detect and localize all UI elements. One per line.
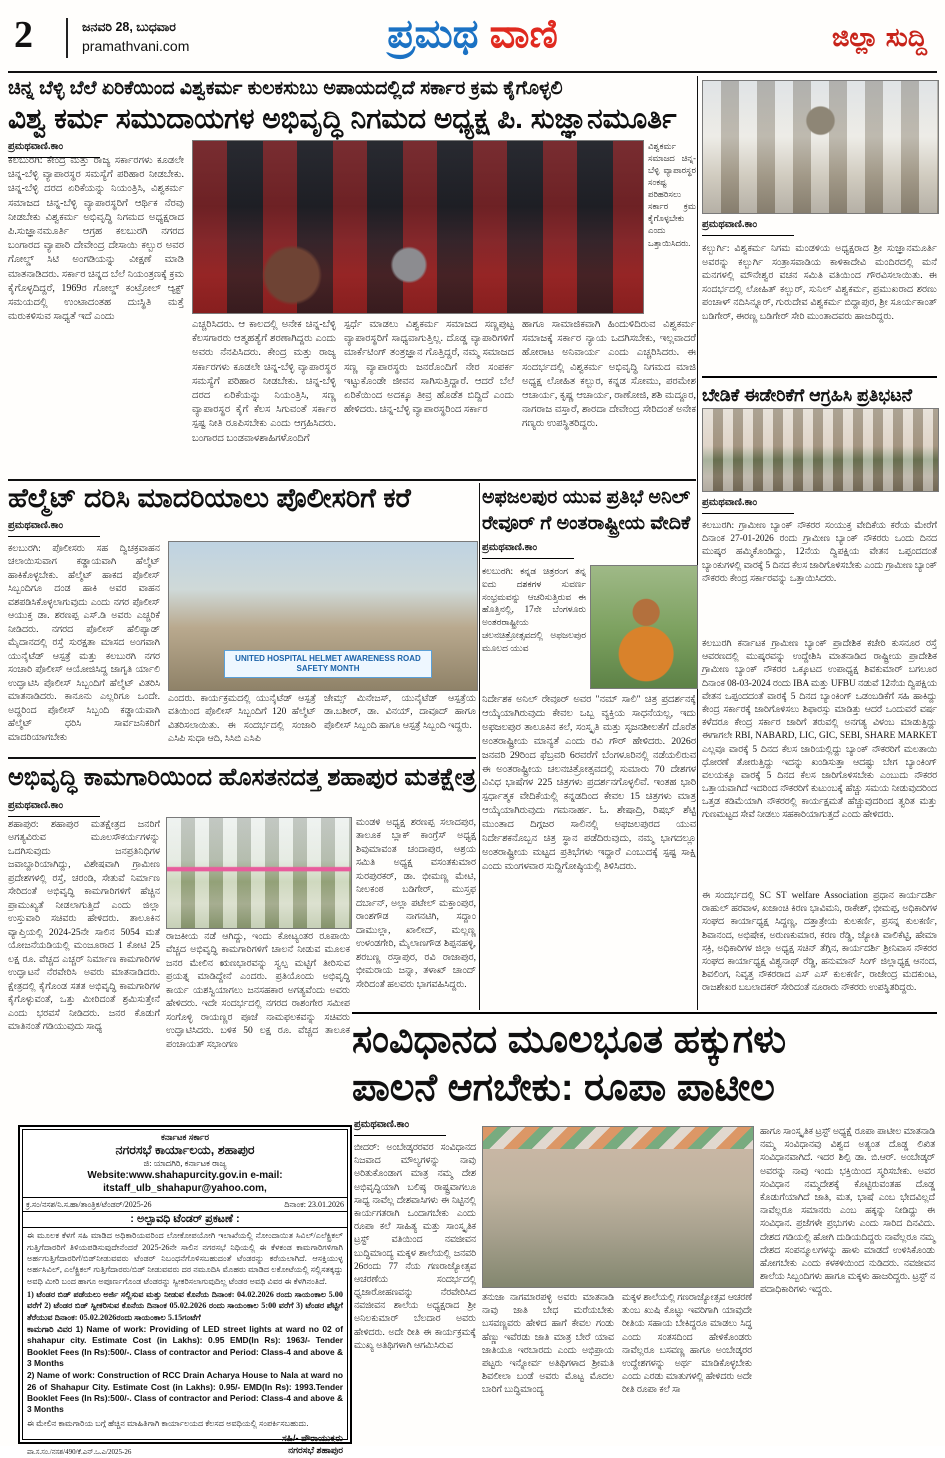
- article-shahapur-col2: ರಾಜಕೀಯ ನಡೆ ಆಗಿದ್ದು, ಇಂದು ಕೋಟ್ಯಂತರ ರೂಪಾಯಿ ವೆಚ್ಚದ ಅಭಿವೃದ್ಧಿ ಕಾಮಗಾರಿಗಳಿಗೆ ಚಾಲನೆ ನೀಡುವ ಮೂಲಕ ಜನರ ಮೇಲಿನ ಋಣಭಾರವನ್ನು ಸ್ವಲ್ಪ ಮಟ್ಟಿಗೆ ತೀರಿಸುವ ಪ್ರಯತ್ನ ಮಾಡಿದ್ದೇನೆ ಎಂದರು. ಪ್ರತಿಯೊಂದು ಅಭಿವೃದ್ಧಿ ಕಾರ್ಯ ಯಶಸ್ವಿಯಾಗಲು ಜನಸಹಕಾರ ಅಗತ್ಯವೆಂದು ಅವರು ಹೇಳಿದರು. ಇದೇ ಸಂದರ್ಭದಲ್ಲಿ ನಗರದ ರಾಶಂಗೇರ ಸಮೀಪ ಸಂಗೊಳ್ಳಿ ರಾಯಣ್ಣರ ಪೂಜೆ ನಾಮಫಲಕವನ್ನು ಸಚಿವರು ಉದ್ಘಾಟಿಸಿದರು. ಬಳಿಕ 50 ಲಕ್ಷ ರೂ. ವೆಚ್ಚದ ತಾಲೂಕ ಪಂಚಾಯತ್ ಸಭಾಂಗಣ: [166, 932, 350, 1050]
- byline: ಪ್ರಮಥವಾಣಿ.ಕಾಂ: [8, 142, 100, 158]
- article-helmet-col1: ಕಲಬುರಗಿ: ಪೊಲೀಸರು ಸಹ ದ್ವಿಚಕ್ರವಾಹನ ಚಲಾಯಿಸುವಾಗ ಕಡ್ಡಾಯವಾಗಿ ಹೆಲ್ಮೆಟ್ ಹಾಕಿಕೊಳ್ಳಬೇಕು. ಹೆಲ್ಮೆಟ್ ಹಾಕದ ಪೊಲೀಸ್ ಸಿಬ್ಬಂದಿಗೂ ದಂಡ ಹಾಕಿ ಅವರ ವಾಹನ ವಶಪಡಿಸಿಕೊಳ್ಳಲಾಗುವುದು ಎಂದು ನಗರ ಪೊಲೀಸ್ ಆಯುಕ್ತ ಡಾ. ಶರಣಪ್ಪ ಎಸ್.ಡಿ ಅವರು ಎಚ್ಚರಿಕೆ ನೀಡಿದರು. ನಗರದ ಪೊಲೀಸ್ ಹೆಲಿಪ್ಯಾಡ್ ಮೈದಾನದಲ್ಲಿ ರಸ್ತೆ ಸುರಕ್ಷತಾ ಮಾಸದ ಅಂಗವಾಗಿ ಯುನೈಟೆಡ್ ಆಸ್ಪತ್ರೆ ಮತ್ತು ಕಲಬುರಗಿ ನಗರ ಸಂಚಾರಿ ಪೊಲೀಸ್ ಆಯೋಜಿಸಿದ್ದ ಜಾಗೃತಿ ರ್ಯಾಲಿ ಉದ್ಘಾಟಿಸಿ ಪೊಲೀಸ್ ಸಿಬ್ಬಂದಿಗೆ ಹೆಲ್ಮೆಟ್ ವಿತರಿಸಿ ಮಾತನಾಡಿದರು. ಕಾನೂನು ಎಲ್ಲರಿಗೂ ಒಂದೇ. ಅದ್ದರಿಂದ ಪೊಲೀಸ್ ಸಿಬ್ಬಂದಿ ಕಡ್ಡಾಯವಾಗಿ ಹೆಲ್ಮೆಟ್ ಧರಿಸಿ ಸಾರ್ವಜನಿಕರಿಗೆ ಮಾದರಿಯಾಗಬೇಕು: [8, 544, 160, 743]
- article-vishwakarma-col4: ಹಾಗೂ ಸಾಮಾಜಿಕವಾಗಿ ಹಿಂದುಳಿದಿರುವ ವಿಶ್ವಕರ್ಮ ಸಮಾಜಕ್ಕೆ ಸರ್ಕಾರ ನ್ಯಾಯ ಒದಗಿಸಬೇಕು, ಇಲ್ಲವಾದರೆ ಹೋರಾಟ ಅನಿವಾರ್ಯ ಎಂದು ಎಚ್ಚರಿಸಿದರು. ಈ ಸಂದರ್ಭದಲ್ಲಿ ವಿಶ್ವಕರ್ಮ ಅಭಿವೃದ್ಧಿ ನಿಗಮದ ಮಾಜಿ ಅಧ್ಯಕ್ಷ ಲೋಹಿತ ಕಲ್ಬುರ, ಕನ್ನಡ ಸೋಮು, ಪರಮೇಶ ಆಚಾರ್ಯ, ಕೃಷ್ಣ ಆಚಾರ್ಯ, ರಾಣೋಜಿ, ಶಶಿ ಮದ್ದೂರ, ನಾಗರಾಜ ವಸ್ತಾರೆ, ಶಾರದಾ ದೇವೇಂದ್ರ ಸೇರಿದಂತೆ ಅನೇಕ ಗಣ್ಯರು ಉಪಸ್ಥಿತರಿದ್ದರು.: [522, 319, 696, 430]
- protest-para3: ಈ ಸಂದರ್ಭದಲ್ಲಿ SC ST welfare Association ಪ್ರಧಾನ ಕಾರ್ಯದರ್ಶಿ ರಾಹುಲ್ ಹರವಾಳ, ಖಜಾಂಚಿ ಕಿರಣ ಭಾವಿಮನಿ, ರಾಕೇಶ್, ಭೀಮಪ್ಪ, ಅಧಿಕಾರಿಗಳ ಸಂಘದ ಕಾರ್ಯಾಧ್ಯಕ್ಷ ಸಿದ್ದಣ್ಣ, ದತ್ತಾತ್ರೇಯ ಕುಲಕರ್ಣಿ, ಪ್ರಸನ್ನ ಕುಲಕರ್ಣಿ, ಶಿವಾನಂದ, ಅಭಿಷೇಕ, ಅರುಣಕುಮಾರ, ಕರಣ ರೆಡ್ಡಿ, ಜ್ಯೋತಿ ವಾಲಿಕೆಟ್ಟಿ, ಹೇಮಾ ಸಕ್ರಿ, ಅಧಿಕಾರಿಗಳ ಜಿಲ್ಲಾ ಅಧ್ಯಕ್ಷ ಸಚಿನ್ ತೆಗ್ಗಿನ, ಕಾರ್ಯದರ್ಶಿ ಶ್ರೀನಿವಾಸ ನೌಕರರ ಸಂಘದ ಕಾರ್ಯಾಧ್ಯಕ್ಷ ವಿಶ್ವನಾಥ್ ರೆಡ್ಡಿ, ಹನುಮಾನ್ ಸಿಂಗ್ ಜಿಲ್ಲಾಧ್ಯಕ್ಷ ಆನಂದ, ಶಿವಲಿಂಗ, ನಿವೃತ್ತ ನೌಕರರಾದ ಎಸ್ ಎಸ್ ಕುಲಕರ್ಣಿ, ರಾಜೇಂದ್ರ ಮದಕುಂಟ, ರಾಜಶೇಖರ ಬಬಲಾದಕರ್ ಸೇರಿದಂತೆ ನೂರಾರು ನೌಕರರು ಉಪಸ್ಥಿತರಿದ್ದರು.: [702, 891, 937, 994]
- byline: ಪ್ರಮಥವಾಣಿ.ಕಾಂ: [8, 521, 100, 537]
- article-vishwakarma-col3: ಸ್ಪರ್ಧೆ ಮಾಡಲು ವಿಶ್ವಕರ್ಮ ಸಮಾಜದ ಸಣ್ಣಪುಟ್ಟ ವ್ಯಾಪಾರಸ್ಥರಿಗೆ ಸಾಧ್ಯವಾಗುತ್ತಿಲ್ಲ. ದೊಡ್ಡ ವ್ಯಾಪಾರಿಗಳಿಗೆ ಮಾರ್ಕೆಟಿಂಗ್ ತಂತ್ರಜ್ಞಾನ ಗೊತ್ತಿದ್ದರೆ, ನಮ್ಮ ಸಮಾಜದ ಸಣ್ಣ ವ್ಯಾಪಾರಸ್ಥರು ಜನರೊಂದಿಗೆ ನೇರ ಸಂಪರ್ಕ ಇಟ್ಟುಕೊಂಡೇ ಜೀವನ ಸಾಗಿಸುತ್ತಿದ್ದಾರೆ. ಆದರೆ ಬೆಲೆ ಏರಿಕೆಯಿಂದ ಅದಕ್ಕೂ ತೀವ್ರ ಹೊಡೆತ ಬಿದ್ದಿದೆ ಎಂದು ಹೇಳಿದರು. ಚಿನ್ನ-ಬೆಳ್ಳಿ ವ್ಯಾಪಾರಸ್ಥರಿಂದ ಸರ್ಕಾರ: [344, 319, 514, 416]
- republic-day-school-photo: [482, 1126, 754, 1288]
- tender-date: ದಿನಾಂಕ: 23.01.2026: [284, 1200, 344, 1210]
- tender-district: ಜಿ: ಯಾದಗಿರಿ, ಕರ್ನಾಟಕ ರಾಜ್ಯ: [143, 1158, 227, 1169]
- temple-felicitation-photo: [702, 80, 939, 214]
- article-roopa-patil: [352, 1012, 937, 1448]
- section-rule: [8, 757, 476, 759]
- helmet-banner-text: UNITED HOSPITAL HELMET AWARENESS ROAD SAFETY MONTH: [224, 650, 431, 678]
- section-label: ಜಿಲ್ಲಾ ಸುದ್ದಿ: [831, 22, 927, 52]
- article-helmet-col2: ಎಂದರು. ಕಾರ್ಯಕ್ರಮದಲ್ಲಿ ಯುನೈಟೆಡ್ ಆಸ್ಪತ್ರೆ ವತಿಯಿಂದ ಪೊಲೀಸ್ ಸಿಬ್ಬಂದಿಗೆ 120 ಹೆಲ್ಮೆಟ್ ವಿತರಿಸಲಾಯಿತು. ಈ ಸಂದರ್ಭದಲ್ಲಿ ಸಂಜಾರಿ ಎಸಿಪಿ ಸುಧಾ ಆದಿ, ಸಿಸಿಬಿ ಎಸಿಪಿ: [168, 694, 316, 745]
- article-vishwakarma-col2: ಎಚ್ಚರಿಸಿದರು. ಆ ಕಾಲದಲ್ಲಿ ಅನೇಕ ಚಿನ್ನ-ಬೆಳ್ಳಿ ಕೆಲಸಗಾರರು ಆತ್ಮಹತ್ಯೆಗೆ ಶರಣಾಗಿದ್ದರು ಎಂದು ಅವರು ನೆನಪಿಸಿದರು. ಕೇಂದ್ರ ಮತ್ತು ರಾಜ್ಯ ಸರ್ಕಾರಗಳು ಕೂಡಲೇ ಚಿನ್ನ-ಬೆಳ್ಳಿ ವ್ಯಾಪಾರಸ್ಥರ ಸಮಸ್ಯೆಗೆ ಪರಿಹಾರ ನೀಡಬೇಕು. ಚಿನ್ನ-ಬೆಳ್ಳಿ ದರದ ಏರಿಕೆಯನ್ನು ನಿಯಂತ್ರಿಸಿ, ಸಣ್ಣ ವ್ಯಾಪಾರಸ್ಥರ ಕೈಗೆ ಕೆಲಸ ಸಿಗುವಂತೆ ಸರ್ಕಾರ ಸ್ಪಷ್ಟ ನೀತಿ ರೂಪಿಸಬೇಕು ಎಂದು ಆಗ್ರಹಿಸಿದರು. ಬಂಗಾರದ ಬಂಡವಾಳಶಾಹಿಗಳೊಂದಿಗೆ: [192, 319, 336, 444]
- article-helmet: [8, 483, 476, 756]
- felicitation-text: ಕಲ್ಬುರ್ಗಿ: ವಿಶ್ವಕರ್ಮ ನಿಗಮ ಮಂಡಳಿಯ ಅಧ್ಯಕ್ಷರಾದ ಶ್ರೀ ಸುಜ್ಞಾನಮೂರ್ತಿ ಅವರನ್ನು ಕಲ್ಬುರ್ಗಿ ಸಂತ್ರಾಸವಾಡಿಯ ಕಾಳಿಕಾದೇವಿ ಮಂದಿರದಲ್ಲಿ ಮನೆ ಮನಗಳಲ್ಲಿ ಮೌನೇಶ್ವರ ವಚನ ಸಮಿತಿ ವತಿಯಿಂದ ಗೌರವಿಸಲಾಯಿತು. ಈ ಸಂದರ್ಭದಲ್ಲಿ ಲೋಹಿತ್ ಕಲ್ಬುರ್, ಸುನಿಲ್ ವಿಶ್ವಕರ್ಮ, ಪ್ರಮುಖರಾದ ಶರಣು ಪಂಚಾಳ್ ನದಿಸಿನ್ನೂರ್, ಗುರುದೇವ ವಿಶ್ವಕರ್ಮ ಬಿದ್ದಾಪುರ, ಶ್ರೀ ಸೂರ್ಯಕಾಂತ್ ಬಡಿಗೇರ್, ಈರಣ್ಣ ಬಡಿಗೇರ್ ಸೇರಿ ಮುಂತಾದವರು ಹಾಜರಿದ್ದರು.: [702, 243, 937, 323]
- tender-work2: 2) Name of work: Construction of RCC Drain Acharya House to Nala at ward no 26 of Shahapur City. Estimate Cost (in Lakhs): 0.95/- EMD(In Rs): 1993.Tender Booklet Fees (In Rs):500/-. Class of contractor and Period: Class-4 and above & 3 Months: [27, 1370, 344, 1415]
- byline: ಪ್ರಮಥವಾಣಿ.ಕಾಂ: [8, 801, 100, 817]
- article-anil-intro: ಕಲಬುರಗಿ: ಕನ್ನಡ ಚಿತ್ರರಂಗ ತನ್ನ ಐದು ದಶಕಗಳ ಸುವರ್ಣ ಸಂಭ್ರಮವನ್ನು ಆಚರಿಸುತ್ತಿರುವ ಈ ಹೊತ್ತಿನಲ್ಲಿ, 17ನೇ ಬೆಂಗಳೂರು ಅಂತರರಾಷ್ಟ್ರೀಯ ಚಲನಚಿತ್ರೋತ್ಸವದಲ್ಲಿ ಅಫಜಲಪುರ ಮೂಲದ ಯುವ: [482, 566, 586, 653]
- site-url: pramathvani.com: [82, 38, 190, 54]
- byline: ಪ್ರಮಥವಾಣಿ.ಕಾಂ: [702, 498, 794, 514]
- article-roopa-headline-line2: ಪಾಲನೆ ಆಗಬೇಕು: ರೂಪಾ ಪಾಟೀಲ: [352, 1067, 775, 1109]
- article-anil-body: ನಿರ್ದೇಶಕ ಅನಿಲ್ ರೇವೂರ್ ಅವರ "ನಮ್ ಸಾಲಿ" ಚಿತ್ರ ಪ್ರದರ್ಶನಕ್ಕೆ ಆಯ್ಕೆಯಾಗಿರುವುದು ಕೇವಲ ಒಬ್ಬ ವ್ಯಕ್ತಿಯ ಸಾಧನೆಯಲ್ಲ, ಇದು ಅಫಜಲಪುರ ತಾಲೂಕಿನ ಕಲೆ, ಸಂಸ್ಕೃತಿ ಮತ್ತು ಸೃಜನಶೀಲತೆಗೆ ದೊರೆತ ಅಂತರಾಷ್ಟ್ರೀಯ ಮಾನ್ಯತೆ ಎಂದು ರವಿ ಗೌರ್ ಹೇಳಿದರು. 2026ರ ಜನವರಿ 29ರಿಂದ ಫೆಬ್ರವರಿ 6ರವರೆಗೆ ಬೆಂಗಳೂರಿನಲ್ಲಿ ನಡೆಯಲಿರುವ ಈ ಅಂತರಾಷ್ಟ್ರೀಯ ಚಲನಚಿತ್ರೋತ್ಸವದಲ್ಲಿ ಸುಮಾರು 70 ದೇಶಗಳ ವಿವಿಧ ಭಾಷೆಗಳ 225 ಚಿತ್ರಗಳು ಪ್ರದರ್ಶನಗೊಳ್ಳಲಿವೆ. ಇಂತಹ ಭಾರಿ ಸ್ಪರ್ಧಾತ್ಮಕ ವೇದಿಕೆಯಲ್ಲಿ ಕನ್ನಡದಿಂದ ಕೇವಲ 15 ಚಿತ್ರಗಳು ಮಾತ್ರ ಆಯ್ಕೆಯಾಗಿರುವುದು ಗಮನಾರ್ಹ. ಓ. ಶೇಷಾದ್ರಿ, ರಿಷಭ್ ಶೆಟ್ಟಿ ಮುಂತಾದ ದಿಗ್ಗಜರ ಸಾಲಿನಲ್ಲಿ ಅಫಜಲಪುರದ ಯುವ ನಿರ್ದೇಶಕನೊಬ್ಬನ ಚಿತ್ರ ಸ್ಥಾನ ಪಡೆದಿರುವುದು, ನಮ್ಮ ಭಾಗದಲ್ಲೂ ಅಂತರಾಷ್ಟ್ರೀಯ ಮಟ್ಟದ ಪ್ರತಿಭೆಗಳು ಇದ್ದಾರೆ ಎಂಬುದಕ್ಕೆ ಸ್ಪಷ್ಟ ಸಾಕ್ಷಿ ಎಂದು ಮಂಗಳವಾರ ಸುದ್ದಿಗೋಷ್ಠಿಯಲ್ಲಿ ತಿಳಿಸಿದರು.: [482, 694, 696, 872]
- tender-work1: ಕಾಮಗಾರಿ ವಿವರ 1) Name of work: Providing of LED street lights at ward no 02 of shahapur city. Estimate Cost (in Lakhs): 0.95 EMD(In Rs): 1963/- Tender Booklet Fees (In Rs):500/-. Class of contractor and Period: Class-4 and above & 3 Months: [27, 1323, 344, 1368]
- article-helmet-col3: ಜೇಮ್ಸ್ ಮಿನೇಜಸ್, ಯುನೈಟೆಡ್ ಆಸ್ಪತ್ರೆಯ ಡಾ.ಬಶೀರ್, ಡಾ. ವಿನಯ್, ದಾವೂದ್ ಹಾಗೂ ಪೊಲೀಸ್ ಸಿಬ್ಬಂದಿ ಹಾಗೂ ಆಸ್ಪತ್ರೆ ಸಿಬ್ಬಂದಿ ಇದ್ದರು.: [324, 694, 476, 731]
- article-shahapur-headline: ಅಭಿವೃದ್ಧಿ ಕಾಮಗಾರಿಯಿಂದ ಹೊಸತನದತ್ತ ಶಹಾಪುರ ಮತಕ್ಷೇತ್ರ: [8, 764, 477, 791]
- article-vishwakarma-kicker: ಚಿನ್ನ ಬೆಳ್ಳಿ ಬೆಲೆ ಏರಿಕೆಯಿಂದ ವಿಶ್ವಕರ್ಮ ಕುಲಕಸುಬು ಅಪಾಯದಲ್ಲಿದೆ ಸರ್ಕಾರ ಕ್ರಮ ಕೈಗೊಳ್ಳಲಿ: [8, 78, 563, 99]
- protest-para1: ಕಲಬುರಗಿ: ಗ್ರಾಮೀಣ ಬ್ಯಾಂಕ್ ನೌಕರರ ಸಂಯುಕ್ತ ವೇದಿಕೆಯ ಕರೆಯ ಮೇರೆಗೆ ದಿನಾಂಕ 27-01-2026 ರಂದು ಗ್ರಾಮೀಣ ಬ್ಯಾಂಕ್ ನೌಕರರು ಒಂದು ದಿನದ ಮುಷ್ಕರ ಹಮ್ಮಿಕೊಂಡಿದ್ದು, 12ನೆಯ ದ್ವಿಪಕ್ಷಿಯ ವೇತನ ಒಪ್ಪಂದದಂತೆ ಬ್ಯಾಂಕುಗಳಲ್ಲಿ ವಾರಕ್ಕೆ 5 ದಿನದ ಕೆಲಸ ಜಾರಿಗೊಳಿಸಬೇಕು ಎಂದು ಗ್ರಾಮೀಣ ಬ್ಯಾಂಕ್ ನೌಕರರು ಕೇಂದ್ರ ಸರ್ಕಾರವನ್ನು ಒತ್ತಾಯಿಸಿದರು.: [702, 521, 937, 584]
- article-vishwakarma-headline: ವಿಶ್ವ ಕರ್ಮ ಸಮುದಾಯಗಳ ಅಭಿವೃದ್ಧಿ ನಿಗಮದ ಅಧ್ಯಕ್ಷ ಪಿ. ಸುಜ್ಞಾನಮೂರ್ತಿ: [8, 103, 677, 134]
- tender-schedule: 1) ಟೆಂಡರ ಬಿಡ್ ಪಡೆಯಲು ಅರ್ಜಿ ಸಲ್ಲಿಸುವ ಮತ್ತು ನೀಡುವ ಕೊನೆಯ ದಿನಾಂಕ: 04.02.2026 ರಂದು ಸಾಯಂಕಾಲ 5.00 ವರೆಗೆ 2) ಟೆಂಡರ ಬಿಡ್ ಸ್ವೀಕರಿಸುವ ಕೊನೆಯ ದಿನಾಂಕ 05.02.2026 ರಂದು ಸಾಯಂಕಾಲ 5:00 ವರೆಗೆ 3) ಟೆಂಡರ ಪೆಟ್ಟಿಗೆ ತೆರೆಯುವ ದಿನಾಂಕ: 05.02.2026ರಂದು ಸಾಯಂಕಾಲ 5.15ಗಂಟೆಗೆ: [27, 1289, 343, 1322]
- tender-notice-inner: [22, 1129, 348, 1456]
- section-rule: [8, 479, 696, 481]
- article-roopa-col1: ಬೀದರ್: ಅಂಬೇಡ್ಕರರವರ ಸಂವಿಧಾನದ ನಿಜವಾದ ಮೌಲ್ಯಗಳನ್ನು ನಾವು ಅರಿತುಕೊಂಡಾಗ ಮಾತ್ರ ನಮ್ಮ ದೇಶ ಅಭಿವೃದ್ಧಿಯಾಗಿ ಬಲಿಷ್ಠ ರಾಷ್ಟ್ರವಾಗಲೂ ಸಾಧ್ಯ ನಾವೆಲ್ಲ ದೇಶವಾಸಿಗಳು ಈ ನಿಟ್ಟಿನಲ್ಲಿ ಕಾರ್ಯಗತರಾಗಿ ಒಂದಾಗಬೇಕು ಎಂದು ರೂಪಾ ಕಲೆ ಸಾಹಿತ್ಯ ಮತ್ತು ಸಾಂಸ್ಕೃತಿಕ ಟ್ರಸ್ಟ್ ವತಿಯಿಂದ ನವಜೀವನ ಬುದ್ಧಿಮಾಂದ್ಯ ಮಕ್ಕಳ ಶಾಲೆಯಲ್ಲಿ ಜನವರಿ 26ರಂದು 77 ನೆಯ ಗಣರಾಜ್ಯೋತ್ಸವ ಆಚರಣೆಯ ಸಂದರ್ಭದಲ್ಲಿ ಧ್ವಜಾರೋಹಣವನ್ನು ನೆರವೇರಿಸಿದ ನವಜೀವನ ಶಾಲೆಯ ಅಧ್ಯಕ್ಷರಾದ ಶ್ರೀ ಅನಿಲಕುಮಾರ್ ಬೆಲದಾರ ಅವರು ಹೇಳಿದರು. ಅದೇ ರೀತಿ ಈ ಕಾರ್ಯಕ್ರಮಕ್ಕೆ ಮುಖ್ಯ ಅತಿಥಿಗಳಾಗಿ ಆಗಮಿಸಿರುವ: [354, 1143, 476, 1351]
- tender-office: ನಗರಸಭೆ ಕಾರ್ಯಾಲಯ, ಶಹಾಪುರ: [115, 1142, 255, 1157]
- helmet-rally-photo: [168, 541, 478, 691]
- header-rule: [8, 71, 937, 73]
- column-rule: [479, 483, 480, 1010]
- column-rule: [697, 76, 698, 1010]
- article-vishwakarma: [8, 76, 696, 479]
- tender-contact: Website:www.shahapurcity.gov.in e-mail: itstaff_ulb_shahapur@yahoo.com,: [23, 1169, 347, 1198]
- tender-para1: ಈ ಮೂಲಕ ಕೆಳಗೆ ಸಹಿ ಮಾಡಿದ ಅಧಿಕಾರಿಯವರಿಂದ ಲೋಕೋಪಯೋಗಿ ಇಲಾಖೆಯಲ್ಲಿ ನೋಂದಾಯಿತ ಸಿವಿಲ್/ಎಲೆಕ್ಟ್ರಿಕಲ್ ಗುತ್ತಿಗೆದಾರರಿಗೆ ತಿಳಿಯಪಡಿಸುವುದೇನೆಂದರೆ 2025-26ನೇ ಸಾಲಿನ ನಗರಸಭೆ ನಿಧಿಯಲ್ಲಿ ಈ ಕೆಳಕಂಡ ಕಾಮಗಾರಿಗಳಿಗಾಗಿ ಅರ್ಹಗುತ್ತಿಗೆದಾರರಿಗೆ/ಬಿಡ್‌ನೀಡುವವರು ಟೆಂಡರ್ ನಿಬಂಧನೆಗೊಳಿಸಬಹುದಂತೆ ಟೆಂಡರನ್ನು ಕರೆಯಲಾಗಿದೆ. ಆಸಕ್ತಿಯುಳ್ಳ ಅರ್ಹಸಿವಿಲ್, ಎಲೆಕ್ಟ್ರಿಕಲ್ ಗುತ್ತಿಗೆದಾರರು/ಬಿಡ್ ನೀಡುವವರು ದರ ನಮೂದಿಸಿ ಮೊಹರು ಮಾಡಿದ ಲಕೋಟೆಯಲ್ಲಿ ಸಲ್ಲಿಸತಕ್ಕದ್ದು ಅವಧಿ ಮೀರಿ ಬಂದ ಹಾಗೂ ಅಪೂರ್ಣಗೊಂಡ ಟೆಂಡರನ್ನು ಸ್ವೀಕರಿಸಲಾಗುವುದಿಲ್ಲ ಟೆಂಡರ ಅವಧಿ ವಿವರ ಈ ಕೆಳಗಿನಂತಿದೆ.: [27, 1231, 343, 1286]
- tender-ref-no: ಕ್ರ.ಸಂ/ನಸಶ/ನಿ.ಸ.ಹಾ/ತಾಂತ್ರಿಕ/ಟೆಂಡರ್/2025-26: [26, 1200, 152, 1210]
- anil-revoor-portrait-photo: [590, 565, 698, 689]
- tender-footer-ref: ಪಾ.ಸ.ಸಂ./ನಸಶ/490/ಕೆ.ಎನ್.ಒ.ಎ/2025-26: [27, 1447, 132, 1456]
- article-roopa-headline-line1: ಸಂವಿಧಾನದ ಮೂಲಭೂತ ಹಕ್ಕುಗಳು: [352, 1019, 787, 1061]
- masthead-word-1: ಪ್ರಮಥ: [387, 12, 479, 56]
- tender-signature-line2: ನಗರಸಭೆ ಶಹಾಪುರ: [288, 1445, 343, 1456]
- article-vishwakarma-side-col: ವಿಶ್ವಕರ್ಮ ಸಮಾಜದ ಚಿನ್ನ-ಬೆಳ್ಳಿ ವ್ಯಾಪಾರಸ್ಥರ ಸಂಕಷ್ಟ ಪರಿಹರಿಸಲು ಸರ್ಕಾರ ಕ್ರಮ ಕೈಗೊಳ್ಳಬೇಕು ಎಂದು ಒತ್ತಾಯಿಸಿದರು.: [648, 141, 696, 248]
- article-shahapur-col3: ಮಂಡಳಿ ಅಧ್ಯಕ್ಷ ಶರಣಪ್ಪ ಸಲಾದಪುರ, ತಾಲೂಕ ಬ್ಲಾಕ್ ಕಾಂಗ್ರೆಸ್ ಅಧ್ಯಕ್ಷ ಶಿವುಮಾವಂತ ಚಂದಾಪುರ, ಆಶ್ರಯ ಸಮಿತಿ ಅಧ್ಯಕ್ಷ ವಸಂತಕುಮಾರ ಸುರಪುರಕರ್, ಡಾ. ಭೀಮಣ್ಣ ಮೇಟಿ, ನೀಲಕಂಠ ಬಡಿಗೇರ್, ಮುಸ್ತಫ ದರ್ಬಾನ್, ಅಲ್ಲಾ ಪಟೇಲ್ ಮಕ್ತಾಂಪುರ, ರಾಂಶಗೌಡ ನಾಗನಟಿಗಿ, ಸದ್ದಾಂ ದಾಮುಲ್ಲಾ, ಖಾಲೀದ್, ಮಲ್ಲಣ್ಣ ಉಳಂಡಗೇರಿ, ಮೈಲಾಣಗೌಡ ಶಿಪ್ಪನಹಳ್ಳಿ, ಶರಬಣ್ಣ ರಸ್ತಾಪುರ, ರವಿ ರಾಜಾಪುರ, ಭೀಮರಾಯ ಜನ್ನಾ, ತಳಾಖ್ ಚಾಂದ್ ಸೇರಿದಂತೆ ಹಲವರು ಭಾಗವಹಿಸಿದ್ದರು.: [356, 818, 476, 990]
- tender-note: ಈ ಮೇಲಿನ ಕಾಮಗಾರಿಯ ಬಗ್ಗೆ ಹೆಚ್ಚಿನ ಮಾಹಿತಿಗಾಗಿ ಕಾರ್ಯಾಲಯದ ಕೆಲಸದ ಅವಧಿಯಲ್ಲಿ ಸಂಪರ್ಕಿಸಬಹುದು.: [27, 1418, 309, 1428]
- article-vishwakarma-col1: ಕಲಬುರಗಿ: ಕೇಂದ್ರ ಮತ್ತು ರಾಜ್ಯ ಸರ್ಕಾರಗಳು ಕೂಡಲೇ ಚಿನ್ನ-ಬೆಳ್ಳಿ ವ್ಯಾಪಾರಸ್ಥರ ಸಮಸ್ಯೆಗೆ ಪರಿಹಾರ ನೀಡಬೇಕು. ಚಿನ್ನ-ಬೆಳ್ಳಿ ದರದ ಏರಿಕೆಯನ್ನು ನಿಯಂತ್ರಿಸಿ, ವಿಶ್ವಕರ್ಮ ಸಮಾಜದ ಚಿನ್ನ-ಬೆಳ್ಳಿ ವ್ಯಾಪಾರಸ್ಥರಿಗೆ ಆರ್ಥಿಕ ನೆರವು ನೀಡಬೇಕು ವಿಶ್ವಕರ್ಮ ಅಭಿವೃದ್ಧಿ ನಿಗಮದ ಅಧ್ಯಕ್ಷರಾದ ಪಿ.ಸುಜ್ಞಾನಮೂರ್ತಿ ಆಗ್ರಹ ಕಲಬುರಗಿ ನಗರದ ಬಂಗಾರದ ವ್ಯಾಪಾರಿ ದೇವೇಂದ್ರ ದೇಸಾಯಿ ಕಲ್ಬುರ ಅವರ ಗೋಲ್ಡ್ ಸಿಟಿ ಅಂಗಡಿಯನ್ನು ವೀಕ್ಷಣೆ ಮಾಡಿ ಮಾತನಾಡಿದರು. ಸರ್ಕಾರ ಚಿನ್ನದ ಬೆಲೆ ನಿಯಂತ್ರಣಕ್ಕೆ ಕ್ರಮ ಕೈಗೊಳ್ಳದಿದ್ದರೆ, 1969ರ ಗೋಲ್ಡ್ ಕಂಟ್ರೋಲ್ ಆ್ಯಕ್ಟ್ ಸಮಯದಲ್ಲಿ ಉಂಟಾದಂತಹ ದುಃಸ್ಥಿತಿ ಮತ್ತೆ ಮರುಕಳಿಸುವ ಸಾಧ್ಯತೆ ಇದೆ ಎಂದು: [8, 155, 184, 323]
- article-anil-headline: ಅಫಜಲಪುರ ಯುವ ಪ್ರತಿಭೆ ಅನಿಲ್ ರೇವೂರ್ ಗೆ ಅಂತರಾಷ್ಟ್ರೀಯ ವೇದಿಕೆ: [482, 487, 691, 534]
- tender-title: : ಅಲ್ಪಾವಧಿ ಟೆಂಡರ್ ಪ್ರಕಟಣೆ :: [23, 1212, 347, 1228]
- page-number: 2: [14, 14, 33, 56]
- masthead-word-2: ವಾಣಿ: [489, 12, 558, 56]
- masthead: [387, 12, 558, 56]
- article-roopa-col3: ಮಕ್ಕಳ ಶಾಲೆಯಲ್ಲಿ ಗಣರಾಜ್ಯೋತ್ಸವ ಆಚರಣೆ ತುಂಬ ಖುಷಿ ಕೊಟ್ಟು ಇವರಿಗಾಗಿ ಯಾವುದೇ ರೀತಿಯ ಸಹಾಯ ಬೇಕಿದ್ದರೂ ಮಾಡಲು ಸಿದ್ಧ ಎಂದು ಸಂತಸದಿಂದ ಹೇಳಿಕೊಂಡರು ನಾವೆಲ್ಲರೂ ಬಸವಣ್ಣ ಹಾಗೂ ಅಂಬೇಡ್ಕರರ ಉದ್ದೇಶಗಳನ್ನು ಅರ್ಥ ಮಾಡಿಕೊಳ್ಳಬೇಕು ಎಂದು ಎರಡು ಮಾತುಗಳಲ್ಲಿ ಹೇಳಿದರು ಅದೇ ರೀತಿ ರೂಪಾ ಕಲೆ ಸಾ: [622, 1293, 752, 1396]
- article-roopa-col2: ತನುಜಾ ನಾಗಮಾರಪಳ್ಳಿ ಅವರು ಮಾತನಾಡಿ ನಾವು ಜಾತಿ ಬೇಧ ಮರೆಯಬೇಕು ಬಸವಣ್ಣವರು ಹೇಳಿದ ಹಾಗೆ ಕೇವಲ ಗಂಡು ಹೆಣ್ಣು ಇವೆರಡು ಜಾತಿ ಮಾತ್ರ ಬೇರೆ ಯಾವ ಜಾತಿಯೂ ಇರಬಾರದು ಎಂದು ಅಭಿಪ್ರಾಯ ಪಟ್ಟರು ಇನ್ನೋರ್ವ ಅತಿಥಿಗಳಾದ ಶ್ರೀಮತಿ ಶಿವಲೀಲಾ ಬಂಡೆ ಅವರು ಮೊಟ್ಟ ಮೊದಲ ಬಾರಿಗೆ ಬುದ್ಧಿಮಾಂದ್ಯ: [482, 1293, 614, 1396]
- article-helmet-headline: ಹೆಲ್ಮೆಟ್ ದರಿಸಿ ಮಾದರಿಯಾಲು ಪೊಲೀಸರಿಗೆ ಕರೆ: [8, 483, 411, 513]
- header-divider: [66, 18, 68, 58]
- article-shahapur-col1: ಶಹಾಪುರ: ಶಹಾಪುರ ಮತಕ್ಷೇತ್ರದ ಜನರಿಗೆ ಅಗತ್ಯವಿರುವ ಮೂಲಸೌಕರ್ಯಗಳನ್ನು ಒದಗಿಸುವುದು ಜನಪ್ರತಿನಿಧಿಗಳ ಜವಾಬ್ದಾರಿಯಾಗಿದ್ದು, ವಿಶೇಷವಾಗಿ ಗ್ರಾಮೀಣ ಪ್ರದೇಶಗಳಲ್ಲಿ ರಸ್ತೆ, ಚರಂಡಿ, ಸೇತುವೆ ನಿರ್ಮಾಣ ಸೇರಿದಂತೆ ಅಭಿವೃದ್ಧಿ ಕಾಮಗಾರಿಗಳಿಗೆ ಹೆಚ್ಚಿನ ಪ್ರಾಮುಖ್ಯತೆ ನೀಡಲಾಗುತ್ತಿದೆ ಎಂದು ಜಿಲ್ಲಾ ಉಸ್ತುವಾರಿ ಸಚಿವರು ಹೇಳಿದರು. ತಾಲೂಕಿನ ವ್ಯಾಪ್ತಿಯಲ್ಲಿ 2024-25ನೇ ಸಾಲಿನ 5054 ಮತೆ ಯೋಜನೆಯಡಿಯಲ್ಲಿ ಮಂಜೂರಾದ 1 ಕೋಟಿ 25 ಲಕ್ಷ ರೂ. ವೆಚ್ಚದ ಎಚ್ಚರ್ ನಿರ್ಮಾಣ ಕಾಮಗಾರಿಗಳ ಉದ್ಘಾಟನೆ ನೆರವೇರಿಸಿ ಅವರು ಮಾತನಾಡಿದರು. ಕ್ಷೇತ್ರದಲ್ಲಿ ಕೈಗೊಂಡ ಸತತ ಅಭಿವೃದ್ಧಿ ಕಾಮಗಾರಿಗಳ ಕೈಗೊಳ್ಳುವಂತೆ, ಒತ್ತು ಮೀರಿದಂತೆ ಶ್ರಮಿಸುತ್ತೇನೆ ಎಂದು ಭರವಸೆ ನೀಡಿದರು. ಜನರ ಕೊಡುಗೆ ಮಾತಿನಂತೆ ಗಡಿಯುವುದು ಸಾಧ್ಯ: [8, 820, 160, 1033]
- byline: ಪ್ರಮಥವಾಣಿ.ಕಾಂ: [702, 220, 794, 236]
- article-anil-revoor: [482, 483, 696, 1010]
- tender-notice-box: [18, 1125, 352, 1456]
- byline: ಪ್ರಮಥವಾಣಿ.ಕಾಂ: [482, 543, 574, 559]
- ribbon-cutting-photo: [166, 817, 352, 929]
- issue-date: ಜನವರಿ 28, ಬುಧವಾರ: [82, 20, 176, 34]
- byline: ಪ್ರಮಥವಾಣಿ.ಕಾಂ: [354, 1120, 446, 1136]
- protest-para2: ಕಲಬುರಗಿ ಕರ್ನಾಟಕ ಗ್ರಾಮೀಣ ಬ್ಯಾಂಕ್ ಪ್ರಾದೇಶಿಕ ಕಚೇರಿ ಕುಸನೂರ ರಸ್ತೆ ಆವರಣದಲ್ಲಿ ಮುಷ್ಕರವನ್ನು ಉದ್ದೇಶಿಸಿ ಮಾತನಾಡಿದ ರಾಷ್ಟ್ರೀಯ ಪ್ರಾದೇಶಿಕ ಗ್ರಾಮೀಣ ಬ್ಯಾಂಕ್ ನೌಕರರ ಒಕ್ಕೂಟದ ಉಪಾಧ್ಯಕ್ಷ ಶಿವಕುಮಾರ್ ಬಗಲೂರ ದಿನಾಂಕ 08-03-2024 ರಂದು IBA ಮತ್ತು UFBU ನಡುವೆ 12ನೆಯ ದ್ವಿಪಕ್ಷಿಯ ವೇತನ ಒಪ್ಪಂದದಂತೆ ವಾರಕ್ಕೆ 5 ದಿನದ ಬ್ಯಾಂಕಿಂಗ್ ಒಡಂಬಡಿಕೆಗೆ ಸಹಿ ಹಾಕಿದ್ದು ಕೇಂದ್ರ ಸರ್ಕಾರಕ್ಕೆ ಜಾರಿಗೊಳಿಸಲು ಶಿಫಾರಸ್ಸು ಮಾಡಿತ್ತು ಆದರೆ ಒಂದುವರೆ ವರ್ಷ ಕಳೆದರೂ ಕೇಂದ್ರ ಸರ್ಕಾರ ಜಾರಿಗೆ ತರುವಲ್ಲಿ ಅನಗತ್ಯ ವಿಳಂಬ ಮಾಡುತ್ತಿದ್ದು ಈಗಾಗಲೇ RBI, NABARD, LIC, GIC, SEBI, SHARE MARKET ಎಲ್ಲವೂ ವಾರಕ್ಕೆ 5 ದಿನದ ಕೆಲಸ ಜಾರಿಯಲ್ಲಿದ್ದು ಬ್ಯಾಂಕ್ ನೌಕರರಿಗೆ ಮಲತಾಯಿ ಧೋರಣೆ ತೋರುತ್ತಿದ್ದು ಇದನ್ನು ಖಂಡಿಸುತ್ತಾ ಆದಷ್ಟು ಬೇಗ ಬ್ಯಾಂಕಿಂಗ್ ವಲಯಕ್ಕೂ ವಾರಕ್ಕೆ 5 ದಿನದ ಕೆಲಸ ಜಾರಿಗೊಳಿಸಬೇಕು ಎಂಬುದು ನೌಕರರ ಒತ್ತಾಯವಾಗಿದೆ ಇದರಿಂದ ನೌಕರರಿಗೆ ಕುಟುಂಬಕ್ಕೆ ಹೆಚ್ಚು ಸಮಯ ನೀಡುವುದರಿಂದ ಒತ್ತಡ ಕಡಿಮೆಯಾಗಿ ನೌಕರರಲ್ಲಿ ಕಾರ್ಯಕ್ಷಮತೆ ಹೆಚ್ಚುವುದರಿಂದ ತ್ವರಿತ ಮತ್ತು ಗುಣಮಟ್ಟದ ಸೇವೆ ನೀಡಲು ಸಹಕಾರಿಯಾಗುತ್ತದೆ ಎಂದು ಹೇಳಿದರು.: [702, 639, 937, 821]
- press-meet-jewellery-shop-photo: [192, 140, 644, 314]
- article-roopa-col4: ಹಾಗೂ ಸಾಂಸ್ಕೃತಿಕ ಟ್ರಸ್ಟ್ ಅಧ್ಯಕ್ಷೆ ರೂಪಾ ಪಾಟೀಲ ಮಾತನಾಡಿ ನಮ್ಮ ಸಂವಿಧಾನವು ವಿಶ್ವದ ಅತ್ಯಂತ ದೊಡ್ಡ ಲಿಖಿತ ಸಂವಿಧಾನವಾಗಿದೆ. ಇದರ ಶಿಲ್ಪಿ ಡಾ. ಬಿ.ಆರ್. ಅಂಬೇಡ್ಕರ್ ಅವರನ್ನು ನಾವು ಇಂದು ಭಕ್ತಿಯಿಂದ ಸ್ಮರಿಸಬೇಕು. ಅವರ ಸಂವಿಧಾನ ನಮ್ಮದೇಶಕ್ಕೆ ಕೊಟ್ಟಿರುವಂತಹ ದೊಡ್ಡ ಕೊಡುಗೆಯಾಗಿದೆ ಜಾತಿ, ಮತ, ಭಾಷೆ ಎಂಬ ಭೇದವಿಲ್ಲದೆ ನಾವೆಲ್ಲರೂ ಸಮಾನರು ಎಂಬ ಹಕ್ಕನ್ನು ನೀಡಿದ್ದು ಈ ಸಂವಿಧಾನ. ಪ್ರಜೆಗಳೇ ಪ್ರಭುಗಳು ಎಂದು ಸಾರಿದ ದಿನವಿದು. ದೇಶದ ಗಡಿಯಲ್ಲಿ ಹೋಗಿ ದುಡಿಯದಿದ್ದರು ನಾವೆಲ್ಲರೂ ನಮ್ಮ ದೇಶದ ಸಂಪನ್ಮೂಲಗಳನ್ನು ಹಾಳು ಮಾಡದೆ ಉಳಿಸಿಕೊಂಡು ಹೋಗಬೇಕು ಎಂದು ಕಳಕಳಿಯಿಂದ ನುಡಿದರು. ನವಜೀವನ ಶಾಲೆಯ ಸಿಬ್ಬಂದಿಗಳು ಹಾಗೂ ಮಕ್ಕಳು ಹಾಜರಿದ್ದರು. ಟ್ರಸ್ಟ್ ನ ಪದಾಧಿಕಾರಿಗಳು ಇದ್ದರು.: [760, 1127, 935, 1296]
- protest-headline: ಬೇಡಿಕೆ ಈಡೇರಿಕೆಗೆ ಆಗ್ರಹಿಸಿ ಪ್ರತಿಭಟನೆ: [702, 376, 937, 406]
- tender-govt: ಕರ್ನಾಟಕ ಸರ್ಕಾರ: [161, 1132, 209, 1142]
- tender-signature-line1: ಸಹಿ/- ಪೌರಾಯುಕ್ತರು: [282, 1432, 343, 1443]
- right-rail: [702, 76, 937, 1012]
- bank-strike-group-photo: [702, 408, 939, 492]
